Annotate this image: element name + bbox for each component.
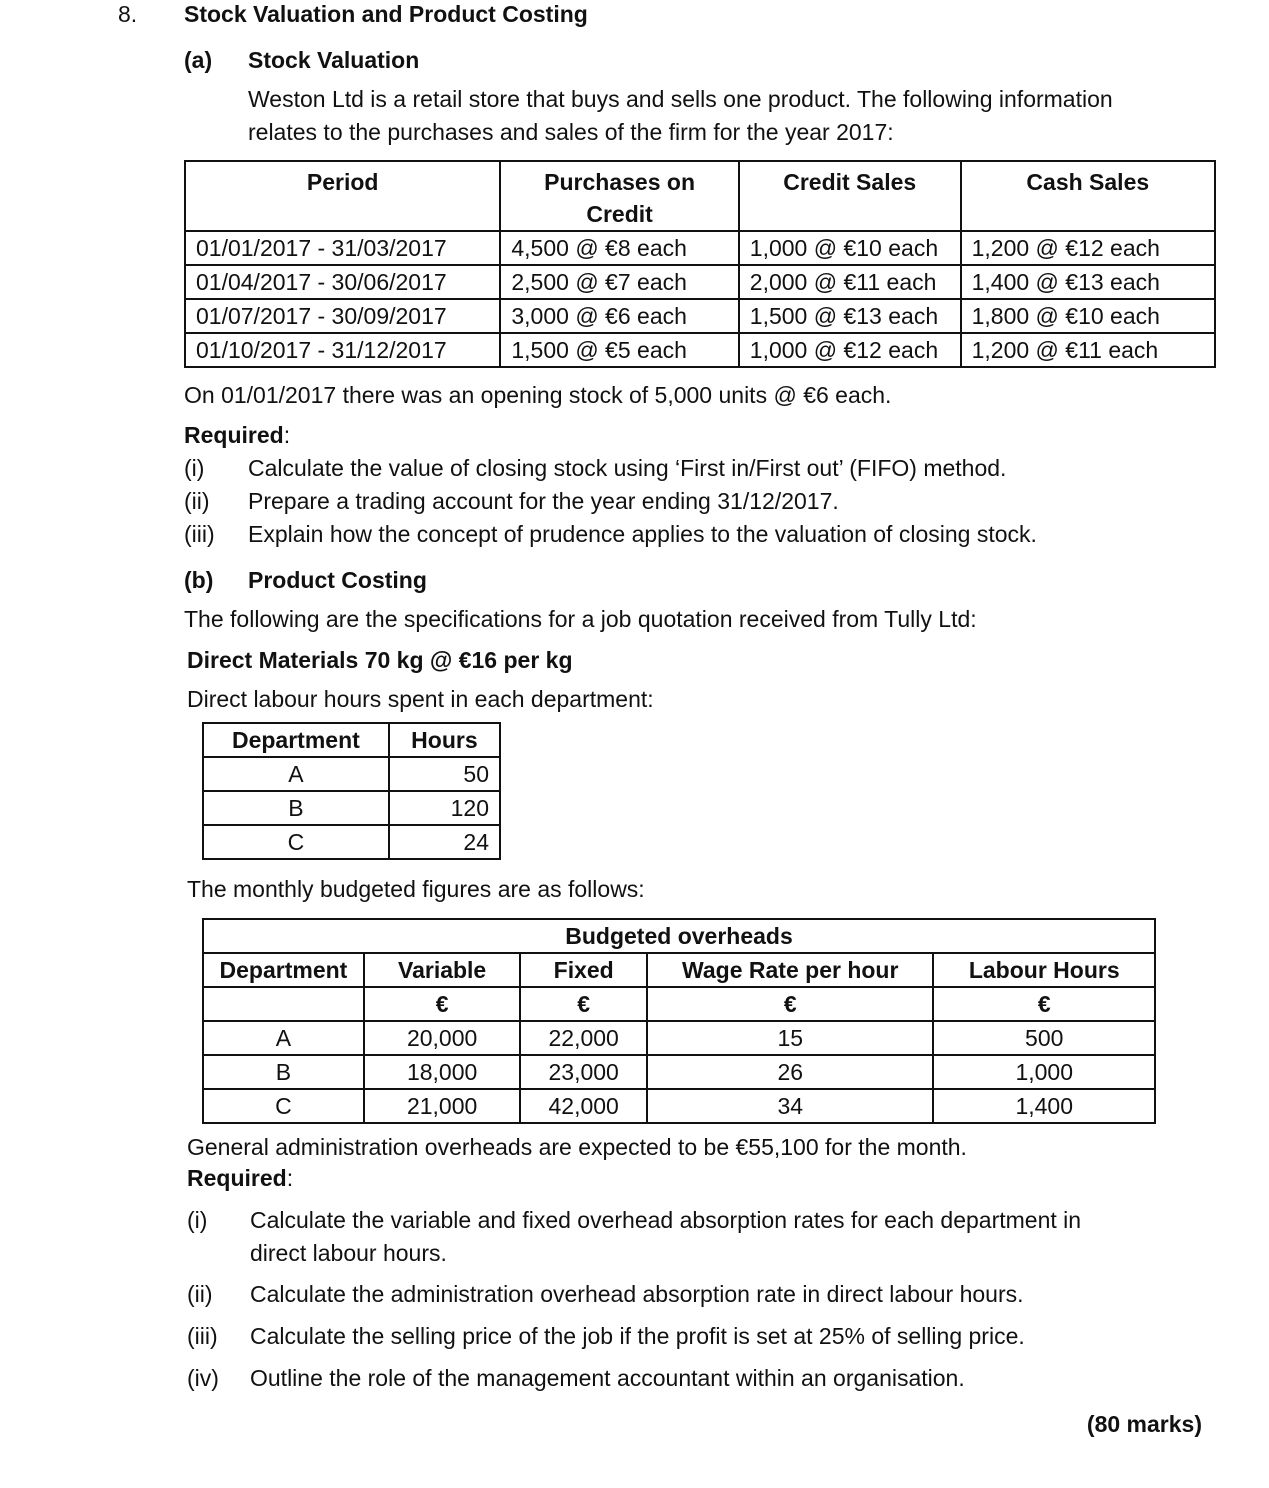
fixed-cell: 23,000	[520, 1055, 647, 1089]
period-cell: 01/07/2017 - 30/09/2017	[185, 299, 500, 333]
required-b-num: (iii)	[187, 1323, 218, 1349]
table-group-header-row	[203, 919, 1155, 953]
part-a-intro-line2: relates to the purchases and sales of the firm for the year 2017:	[248, 119, 894, 145]
required-a-num: (iii)	[184, 521, 215, 547]
department-cell: A	[203, 1021, 364, 1055]
part-b-intro: The following are the specifications for a job quotation received from Tully Ltd:	[184, 606, 977, 632]
labour-hours-cell: 1,000	[933, 1055, 1155, 1089]
header-variable: Variable	[364, 953, 521, 987]
department-cell: A	[203, 757, 389, 791]
required-b: Required:	[187, 1165, 294, 1191]
wage-rate-cell: 15	[647, 1021, 933, 1055]
unit-cell: €	[520, 987, 647, 1021]
required-b-num: (iv)	[187, 1365, 219, 1391]
header-cash-sales: Cash Sales	[961, 161, 1215, 231]
header-credit-sales: Credit Sales	[739, 161, 961, 231]
unit-cell	[203, 987, 364, 1021]
part-b-label: (b)	[184, 567, 214, 593]
table-row	[203, 791, 500, 825]
labour-hours-table	[202, 722, 501, 860]
required-b-num: (ii)	[187, 1281, 213, 1307]
fixed-cell: 22,000	[520, 1021, 647, 1055]
budget-intro: The monthly budgeted figures are as follows:	[187, 876, 645, 902]
required-a-item: Explain how the concept of prudence applies to the valuation of closing stock.	[248, 521, 1037, 547]
budgeted-overheads-table	[202, 918, 1156, 1124]
table-header-row	[185, 161, 1215, 231]
header-period: Period	[185, 161, 500, 231]
required-a-num: (i)	[184, 455, 205, 481]
wage-rate-cell: 26	[647, 1055, 933, 1089]
header-budgeted-overheads: Budgeted overheads	[203, 919, 1155, 953]
header-department: Department	[203, 723, 389, 757]
purchases-cell: 4,500 @ €8 each	[500, 231, 738, 265]
required-a-num: (ii)	[184, 488, 210, 514]
table-row	[203, 1021, 1155, 1055]
credit-sales-cell: 2,000 @ €11 each	[739, 265, 961, 299]
purchases-cell: 3,000 @ €6 each	[500, 299, 738, 333]
header-fixed: Fixed	[520, 953, 647, 987]
variable-cell: 18,000	[364, 1055, 521, 1089]
cash-sales-cell: 1,200 @ €12 each	[961, 231, 1215, 265]
table-row	[203, 757, 500, 791]
header-wage-rate: Wage Rate per hour	[647, 953, 933, 987]
hours-cell: 120	[389, 791, 500, 825]
table-row	[185, 299, 1215, 333]
labour-hours-cell: 1,400	[933, 1089, 1155, 1123]
labour-intro: Direct labour hours spent in each department:	[187, 686, 654, 712]
table-row	[203, 1055, 1155, 1089]
table-header-row	[203, 723, 500, 757]
unit-cell: €	[364, 987, 521, 1021]
table-units-row	[203, 987, 1155, 1021]
cash-sales-cell: 1,400 @ €13 each	[961, 265, 1215, 299]
header-hours: Hours	[389, 723, 500, 757]
required-label: Required	[184, 422, 284, 448]
labour-hours-cell: 500	[933, 1021, 1155, 1055]
cash-sales-cell: 1,200 @ €11 each	[961, 333, 1215, 367]
question-number: 8.	[118, 1, 138, 27]
required-b-num: (i)	[187, 1207, 208, 1233]
required-b-item: Outline the role of the management accountant within an organisation.	[250, 1365, 965, 1391]
hours-cell: 24	[389, 825, 500, 859]
part-a-intro-line1: Weston Ltd is a retail store that buys and sells one product. The following information	[248, 86, 1113, 112]
credit-sales-cell: 1,000 @ €12 each	[739, 333, 961, 367]
required-b-item: Calculate the variable and fixed overhead absorption rates for each department in	[250, 1207, 1082, 1233]
header-department: Department	[203, 953, 364, 987]
variable-cell: 21,000	[364, 1089, 521, 1123]
table-header-row	[203, 953, 1155, 987]
variable-cell: 20,000	[364, 1021, 521, 1055]
credit-sales-cell: 1,000 @ €10 each	[739, 231, 961, 265]
required-a-item: Prepare a trading account for the year ending 31/12/2017.	[248, 488, 839, 514]
table-row	[185, 333, 1215, 367]
admin-overheads-text: General administration overheads are expected to be €55,100 for the month.	[187, 1134, 967, 1160]
purchases-sales-table	[184, 160, 1216, 368]
fixed-cell: 42,000	[520, 1089, 647, 1123]
department-cell: B	[203, 791, 389, 825]
department-cell: B	[203, 1055, 364, 1089]
table-row	[203, 1089, 1155, 1123]
required-a: Required:	[184, 422, 291, 448]
required-b-item: Calculate the administration overhead absorption rate in direct labour hours.	[250, 1281, 1024, 1307]
part-a-title: Stock Valuation	[248, 47, 420, 73]
purchases-cell: 1,500 @ €5 each	[500, 333, 738, 367]
part-a-label: (a)	[184, 47, 213, 73]
opening-stock-text: On 01/01/2017 there was an opening stock of 5,000 units @ €6 each.	[184, 382, 892, 408]
marks: (80 marks)	[1086, 1411, 1202, 1437]
table-row	[185, 231, 1215, 265]
cash-sales-cell: 1,800 @ €10 each	[961, 299, 1215, 333]
required-b-item: Calculate the selling price of the job if the profit is set at 25% of selling price.	[250, 1323, 1025, 1349]
required-a-item: Calculate the value of closing stock using ‘First in/First out’ (FIFO) method.	[248, 455, 1007, 481]
wage-rate-cell: 34	[647, 1089, 933, 1123]
credit-sales-cell: 1,500 @ €13 each	[739, 299, 961, 333]
unit-cell: €	[933, 987, 1155, 1021]
period-cell: 01/10/2017 - 31/12/2017	[185, 333, 500, 367]
part-b-title: Product Costing	[248, 567, 427, 593]
hours-cell: 50	[389, 757, 500, 791]
question-title: Stock Valuation and Product Costing	[184, 1, 588, 27]
required-b-item-cont: direct labour hours.	[250, 1240, 447, 1266]
required-label: Required	[187, 1165, 287, 1191]
unit-cell: €	[647, 987, 933, 1021]
period-cell: 01/04/2017 - 30/06/2017	[185, 265, 500, 299]
table-row	[203, 825, 500, 859]
department-cell: C	[203, 825, 389, 859]
table-row	[185, 265, 1215, 299]
direct-materials: Direct Materials 70 kg @ €16 per kg	[187, 647, 573, 673]
purchases-cell: 2,500 @ €7 each	[500, 265, 738, 299]
header-purchases: Purchases on Credit	[500, 161, 738, 231]
department-cell: C	[203, 1089, 364, 1123]
header-labour-hours: Labour Hours	[933, 953, 1155, 987]
period-cell: 01/01/2017 - 31/03/2017	[185, 231, 500, 265]
